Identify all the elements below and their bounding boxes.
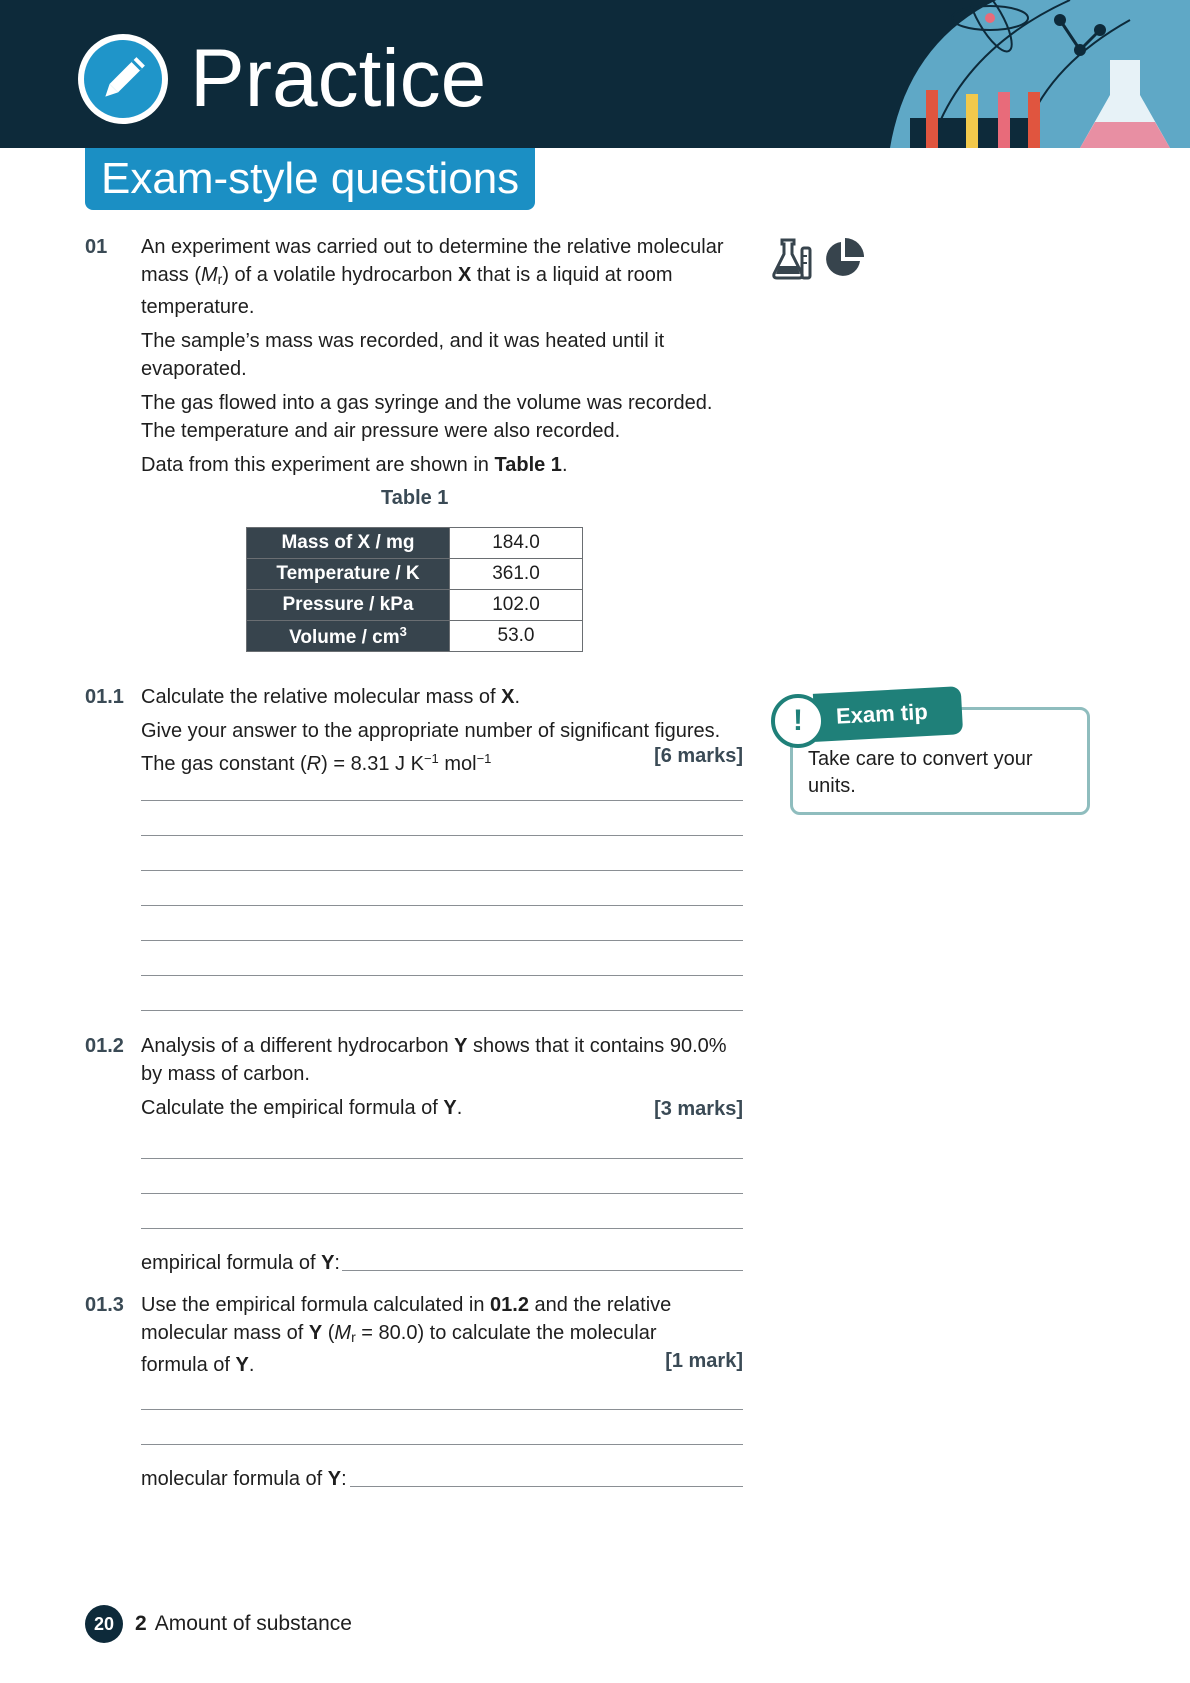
answer-line[interactable] [141,870,743,871]
question-number: 01 [85,236,108,258]
empirical-formula-answer-line[interactable] [342,1270,743,1271]
question-number: 01.2 [85,1035,124,1057]
table-value-cell: 361.0 [450,559,583,590]
answer-line[interactable] [141,1193,743,1194]
table-value-cell: 53.0 [450,621,583,652]
data-table [246,527,583,652]
answer-line[interactable] [141,1010,743,1011]
page-header [0,0,1190,148]
answer-line[interactable] [141,1409,743,1410]
exam-tip-label: Exam tip [813,686,963,742]
table-header-cell: Volume / $cm^3$ [247,621,450,652]
chapter-footer: 2 Amount of substance [135,1612,352,1635]
pencil-icon [78,34,168,124]
marks-label: [6 marks] [654,745,743,767]
molecular-formula-answer-line[interactable] [350,1486,743,1487]
table-row [247,590,583,621]
table-row [247,559,583,590]
exam-tip-text: Take care to convert your units. [808,748,1033,797]
table-header-cell: Temperature / K [247,559,450,590]
table-row [247,528,583,559]
question-01-text: An experiment was carried out to determine the relative molecular mass $(M_r)$ of a volatile hydrocarbon X that is a liquid at room temperature. The sample’s mass was recorded, and it was heated until it evaporated. The gas flowed into a gas syringe and the volume was recorded. The temperature and air pressure were also recorded. Data from this experiment are shown in Table 1. [141,236,724,476]
table-header-cell: Mass of X / mg [247,528,450,559]
empirical-formula-label: empirical formula of Y: [141,1252,340,1274]
marks-label: [1 mark] [665,1350,743,1372]
page-title: Practice [190,33,487,124]
question-013-text: Use the empirical formula calculated in 01.2 and the relative molecular mass of Y $(M_r = 80.0)$ to calculate the molecular formula of Y. [141,1294,672,1376]
table-header-cell: Pressure / kPa [247,590,450,621]
table-caption: Table 1 [381,487,449,509]
question-011-text: Calculate the relative molecular mass of X. Give your answer to the appropriate number of significant figures. The gas constant (R) = 8.31 J $K^{-1}$ mol$^{-1}$ [141,686,721,775]
table-value-cell: 184.0 [450,528,583,559]
science-illustration [870,0,1190,148]
page-number: 20 [85,1605,123,1643]
answer-line[interactable] [141,835,743,836]
answer-line[interactable] [141,800,743,801]
marks-label: [3 marks] [654,1098,743,1120]
question-012-text: Analysis of a different hydrocarbon Y shows that it contains 90.0% by mass of carbon. Calculate the empirical formula of Y. [141,1035,727,1119]
table-value-cell: 102.0 [450,590,583,621]
answer-line[interactable] [141,1158,743,1159]
section-banner: Exam-style questions [85,148,535,210]
table-row [247,621,583,652]
flask-icon [772,238,814,280]
question-number: 01.1 [85,686,124,708]
question-number: 01.3 [85,1294,124,1316]
answer-line[interactable] [141,975,743,976]
pie-chart-icon [822,238,864,280]
answer-line[interactable] [141,905,743,906]
molecular-formula-label: molecular formula of Y: [141,1468,347,1490]
exclamation-icon: ! [771,694,825,748]
answer-line[interactable] [141,940,743,941]
answer-line[interactable] [141,1228,743,1229]
answer-line[interactable] [141,1444,743,1445]
